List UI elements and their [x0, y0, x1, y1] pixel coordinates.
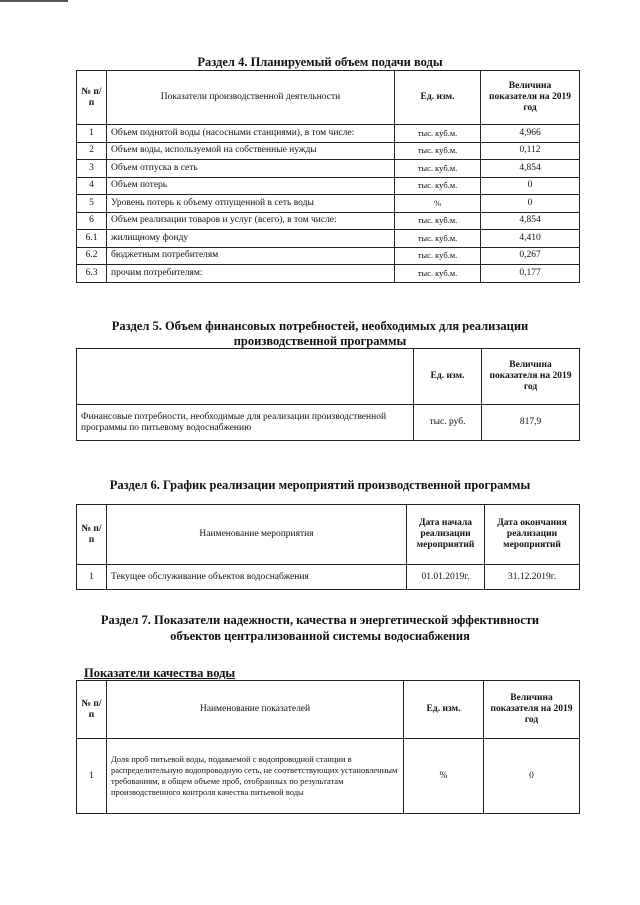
- table-row: [77, 142, 580, 160]
- header-value: Величина показателя на 2019 год: [484, 681, 580, 739]
- table-row: [77, 265, 580, 283]
- row-num: 1: [77, 739, 107, 814]
- row-unit: тыс. куб.м.: [395, 125, 481, 143]
- indicator-name: прочим потребителям:: [107, 265, 395, 283]
- header-indicator: Показатели производственной деятельности: [107, 71, 395, 125]
- row-unit: тыс. куб.м.: [395, 177, 481, 195]
- header-end-date: Дата окончания реализации мероприятий: [485, 505, 580, 565]
- financial-needs-label: Финансовые потребности, необходимые для реализации производственной программы по питьевому водоснабжению: [77, 405, 414, 441]
- row-unit: тыс. куб.м.: [395, 247, 481, 265]
- row-value: 0,177: [481, 265, 580, 283]
- indicator-name: жилищному фонду: [107, 230, 395, 248]
- row-value: 0,112: [481, 142, 580, 160]
- table-row: [77, 405, 580, 441]
- section-4-rows: [77, 125, 580, 283]
- row-value: 4,854: [481, 212, 580, 230]
- row-unit: тыс. куб.м.: [395, 265, 481, 283]
- indicator-name: Объем потерь: [107, 177, 395, 195]
- header-unit: Ед. изм.: [395, 71, 481, 125]
- row-num: 6: [77, 212, 107, 230]
- table-row: [77, 212, 580, 230]
- section-4-table: [76, 70, 580, 283]
- financial-needs-value: 817,9: [482, 405, 580, 441]
- row-value: 0: [481, 177, 580, 195]
- indicator-name: Объем отпуска в сеть: [107, 160, 395, 178]
- row-unit: тыс. куб.м.: [395, 160, 481, 178]
- event-start-date: 01.01.2019г.: [407, 565, 485, 590]
- header-num: № п/п: [77, 681, 107, 739]
- row-value: 4,410: [481, 230, 580, 248]
- table-row: [77, 739, 580, 814]
- table-row: [77, 195, 580, 213]
- row-num: 6.2: [77, 247, 107, 265]
- row-value: 4,854: [481, 160, 580, 178]
- indicator-name: Объем воды, используемой на собственные нужды: [107, 142, 395, 160]
- indicator-name: Объем поднятой воды (насосными станциями), в том числе:: [107, 125, 395, 143]
- table-row: [77, 230, 580, 248]
- quality-indicator-unit: %: [404, 739, 484, 814]
- section-5-table: [76, 348, 580, 441]
- section-7-table: [76, 680, 580, 814]
- row-unit: тыс. куб.м.: [395, 230, 481, 248]
- row-num: 6.1: [77, 230, 107, 248]
- indicator-name: бюджетным потребителям: [107, 247, 395, 265]
- section-6-table: [76, 504, 580, 590]
- header-num: № п/п: [77, 71, 107, 125]
- row-num: 1: [77, 125, 107, 143]
- row-unit: тыс. куб.м.: [395, 212, 481, 230]
- event-end-date: 31.12.2019г.: [485, 565, 580, 590]
- header-value: Величина показателя на 2019 год: [481, 71, 580, 125]
- section-5-title-line2: производственной программы: [233, 334, 407, 348]
- table-row: [77, 247, 580, 265]
- quality-indicator-value: 0: [484, 739, 580, 814]
- row-num: 2: [77, 142, 107, 160]
- indicator-name: Объем реализации товаров и услуг (всего), в том числе:: [107, 212, 395, 230]
- header-indicator-name: Наименование показателей: [107, 681, 404, 739]
- row-num: 4: [77, 177, 107, 195]
- section-5-title-line1: Раздел 5. Объем финансовых потребностей, необходимых для реализации: [111, 319, 529, 333]
- row-num: 5: [77, 195, 107, 213]
- row-value: 4,966: [481, 125, 580, 143]
- table-row: [77, 565, 580, 590]
- section-4-title: Раздел 4. Планируемый объем подачи воды: [197, 55, 443, 69]
- indicator-name: Уровень потерь к объему отпущенной в сеть воды: [107, 195, 395, 213]
- section-7-title-line2: объектов централизованной системы водоснабжения: [170, 629, 470, 643]
- header-unit: Ед. изм.: [414, 349, 482, 405]
- row-value: 0: [481, 195, 580, 213]
- water-quality-subheading: Показатели качества воды: [84, 666, 236, 680]
- header-value: Величина показателя на 2019 год: [482, 349, 580, 405]
- section-6-title: Раздел 6. График реализации мероприятий производственной программы: [109, 478, 531, 492]
- row-num: 6.3: [77, 265, 107, 283]
- row-num: 1: [77, 565, 107, 590]
- scan-artifact-line: [0, 0, 68, 2]
- row-num: 3: [77, 160, 107, 178]
- header-unit: Ед. изм.: [404, 681, 484, 739]
- financial-needs-unit: тыс. руб.: [414, 405, 482, 441]
- header-num: № п/п: [77, 505, 107, 565]
- header-empty: [77, 349, 414, 405]
- section-7-title-line1: Раздел 7. Показатели надежности, качества и энергетической эффективности: [100, 613, 540, 627]
- table-row: [77, 160, 580, 178]
- table-row: [77, 177, 580, 195]
- row-unit: тыс. куб.м.: [395, 142, 481, 160]
- row-value: 0,267: [481, 247, 580, 265]
- table-row: [77, 125, 580, 143]
- header-start-date: Дата начала реализации мероприятий: [407, 505, 485, 565]
- event-name: Текущее обслуживание объектов водоснабжения: [107, 565, 407, 590]
- row-unit: %: [395, 195, 481, 213]
- quality-indicator-name: Доля проб питьевой воды, подаваемой с водопроводной станции в распределительную водопроводную сеть, не соответствующих установленным требованиям, в общем объеме проб, отобранных по результатам производственного контроля качества питьевой воды: [107, 739, 404, 814]
- header-event-name: Наименование мероприятия: [107, 505, 407, 565]
